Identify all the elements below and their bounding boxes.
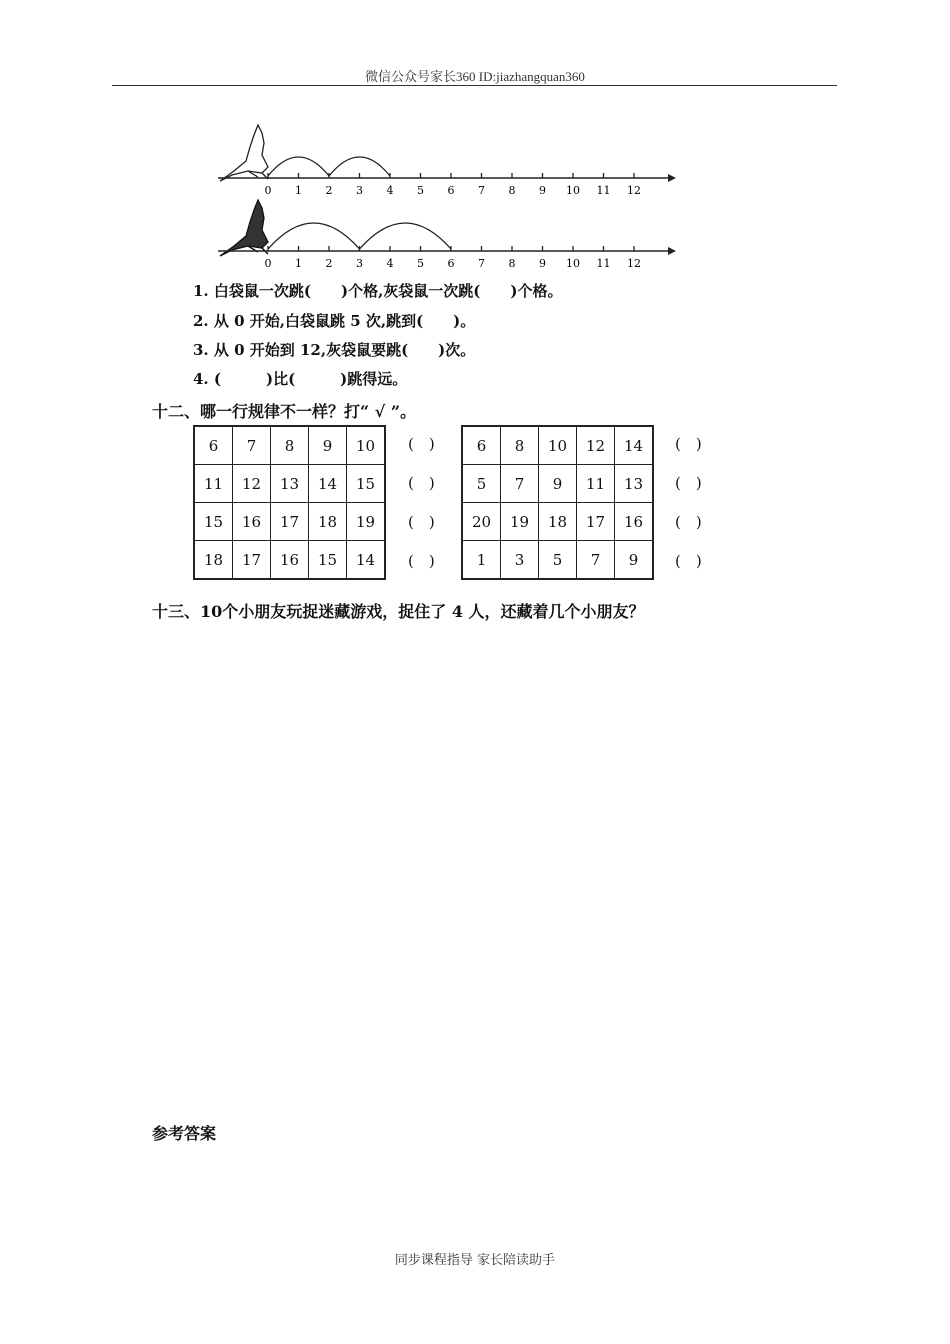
left-grid-cell: 17 xyxy=(271,503,309,541)
left-grid-cell: 15 xyxy=(194,503,233,541)
right-grid-cell: 10 xyxy=(539,426,577,465)
tick-label: 9 xyxy=(539,184,546,197)
axis-arrow-icon xyxy=(668,247,676,255)
left-grid-cell: 17 xyxy=(233,541,271,580)
left-grid-cell: 8 xyxy=(271,426,309,465)
tick-label: 12 xyxy=(627,257,641,270)
left-grid-row xyxy=(194,465,385,503)
tick-label: 0 xyxy=(264,257,272,270)
right-row-answer-blank[interactable]: ( ) xyxy=(675,474,702,492)
left-grid-cell: 15 xyxy=(309,541,347,580)
right-grid-cell: 7 xyxy=(501,465,539,503)
number-lines-figure xyxy=(210,115,680,280)
right-grid-cell: 18 xyxy=(539,503,577,541)
tick-label: 10 xyxy=(566,184,580,197)
left-row-answer-blank[interactable]: ( ) xyxy=(408,474,435,492)
left-grid-cell: 12 xyxy=(233,465,271,503)
right-grid-cell: 5 xyxy=(462,465,501,503)
left-grid-cell: 9 xyxy=(309,426,347,465)
tick-label: 7 xyxy=(478,184,485,197)
left-grid-cell: 11 xyxy=(194,465,233,503)
right-grid-cell: 6 xyxy=(462,426,501,465)
right-grid-row xyxy=(462,465,653,503)
right-grid-row xyxy=(462,426,653,465)
left-grid-cell: 16 xyxy=(233,503,271,541)
left-number-grid xyxy=(193,425,386,580)
tick-label: 12 xyxy=(627,184,641,197)
right-grid-cell: 16 xyxy=(615,503,654,541)
section-12-title: 十二、哪一行规律不一样？打“ √ ”。 xyxy=(152,402,417,421)
left-grid-cell: 16 xyxy=(271,541,309,580)
left-grid-cell: 10 xyxy=(347,426,386,465)
question-3: 3. 从 0 开始到 12,灰袋鼠要跳( )次。 xyxy=(193,341,476,359)
left-grid-cell: 6 xyxy=(194,426,233,465)
tick-label: 6 xyxy=(447,184,455,197)
jump-arc xyxy=(360,223,452,249)
right-grid-cell: 19 xyxy=(501,503,539,541)
right-grid-cell: 3 xyxy=(501,541,539,580)
gray-kangaroo-icon xyxy=(220,200,268,256)
page-header: 微信公众号家长360 ID:jiazhangquan360 xyxy=(365,69,585,84)
right-row-answer-blank[interactable]: ( ) xyxy=(675,552,702,570)
left-row-answer-blank[interactable]: ( ) xyxy=(408,552,435,570)
white-kangaroo-icon xyxy=(220,125,268,181)
header-rule xyxy=(112,85,837,86)
left-grid-row xyxy=(194,503,385,541)
right-grid-cell: 20 xyxy=(462,503,501,541)
right-grid-cell: 9 xyxy=(615,541,654,580)
right-grid-cell: 14 xyxy=(615,426,654,465)
right-grid-row xyxy=(462,541,653,580)
right-grid-cell: 12 xyxy=(577,426,615,465)
left-grid-cell: 18 xyxy=(194,541,233,580)
question-1: 1. 白袋鼠一次跳( )个格,灰袋鼠一次跳( )个格。 xyxy=(193,282,563,300)
right-row-answer-blank[interactable]: ( ) xyxy=(675,513,702,531)
tick-label: 5 xyxy=(417,257,424,270)
tick-label: 8 xyxy=(508,257,516,270)
right-grid-cell: 9 xyxy=(539,465,577,503)
right-grid-cell: 17 xyxy=(577,503,615,541)
tick-label: 3 xyxy=(356,257,363,270)
axis-arrow-icon xyxy=(668,174,676,182)
tick-label: 0 xyxy=(264,184,272,197)
answers-title: 参考答案 xyxy=(152,1124,217,1143)
jump-arc xyxy=(268,223,360,249)
tick-label: 8 xyxy=(508,184,516,197)
tick-label: 10 xyxy=(566,257,580,270)
right-grid-cell: 13 xyxy=(615,465,654,503)
left-row-answer-blank[interactable]: ( ) xyxy=(408,435,435,453)
right-grid-cell: 5 xyxy=(539,541,577,580)
right-grid-cell: 8 xyxy=(501,426,539,465)
question-2: 2. 从 0 开始,白袋鼠跳 5 次,跳到( )。 xyxy=(193,312,476,330)
tick-label: 2 xyxy=(325,257,333,270)
left-grid-cell: 13 xyxy=(271,465,309,503)
right-grid-cell: 7 xyxy=(577,541,615,580)
tick-label: 1 xyxy=(295,184,302,197)
left-grid-cell: 14 xyxy=(309,465,347,503)
page-footer: 同步课程指导 家长陪读助手 xyxy=(394,1253,556,1268)
tick-label: 6 xyxy=(447,257,455,270)
white-number-line xyxy=(218,157,676,197)
right-number-grid xyxy=(461,425,654,580)
tick-label: 2 xyxy=(325,184,333,197)
tick-label: 5 xyxy=(417,184,424,197)
question-4: 4. ( )比( )跳得远。 xyxy=(193,370,408,388)
tick-label: 11 xyxy=(596,257,611,270)
gray-number-line xyxy=(218,223,676,270)
left-grid-cell: 14 xyxy=(347,541,386,580)
left-grid-cell: 7 xyxy=(233,426,271,465)
left-grid-cell: 19 xyxy=(347,503,386,541)
left-grid-cell: 18 xyxy=(309,503,347,541)
right-grid-cell: 1 xyxy=(462,541,501,580)
right-grid-row xyxy=(462,503,653,541)
section-13-title: 十三、10个小朋友玩捉迷藏游戏，捉住了 4 人，还藏着几个小朋友？ xyxy=(152,602,645,621)
tick-label: 7 xyxy=(478,257,485,270)
tick-label: 4 xyxy=(386,257,394,270)
left-row-answer-blank[interactable]: ( ) xyxy=(408,513,435,531)
right-row-answer-blank[interactable]: ( ) xyxy=(675,435,702,453)
tick-label: 4 xyxy=(386,184,394,197)
tick-label: 9 xyxy=(539,257,546,270)
tick-label: 3 xyxy=(356,184,363,197)
tick-label: 1 xyxy=(295,257,302,270)
left-grid-row xyxy=(194,541,385,580)
left-grid-row xyxy=(194,426,385,465)
tick-label: 11 xyxy=(596,184,611,197)
right-grid-cell: 11 xyxy=(577,465,615,503)
left-grid-cell: 15 xyxy=(347,465,386,503)
